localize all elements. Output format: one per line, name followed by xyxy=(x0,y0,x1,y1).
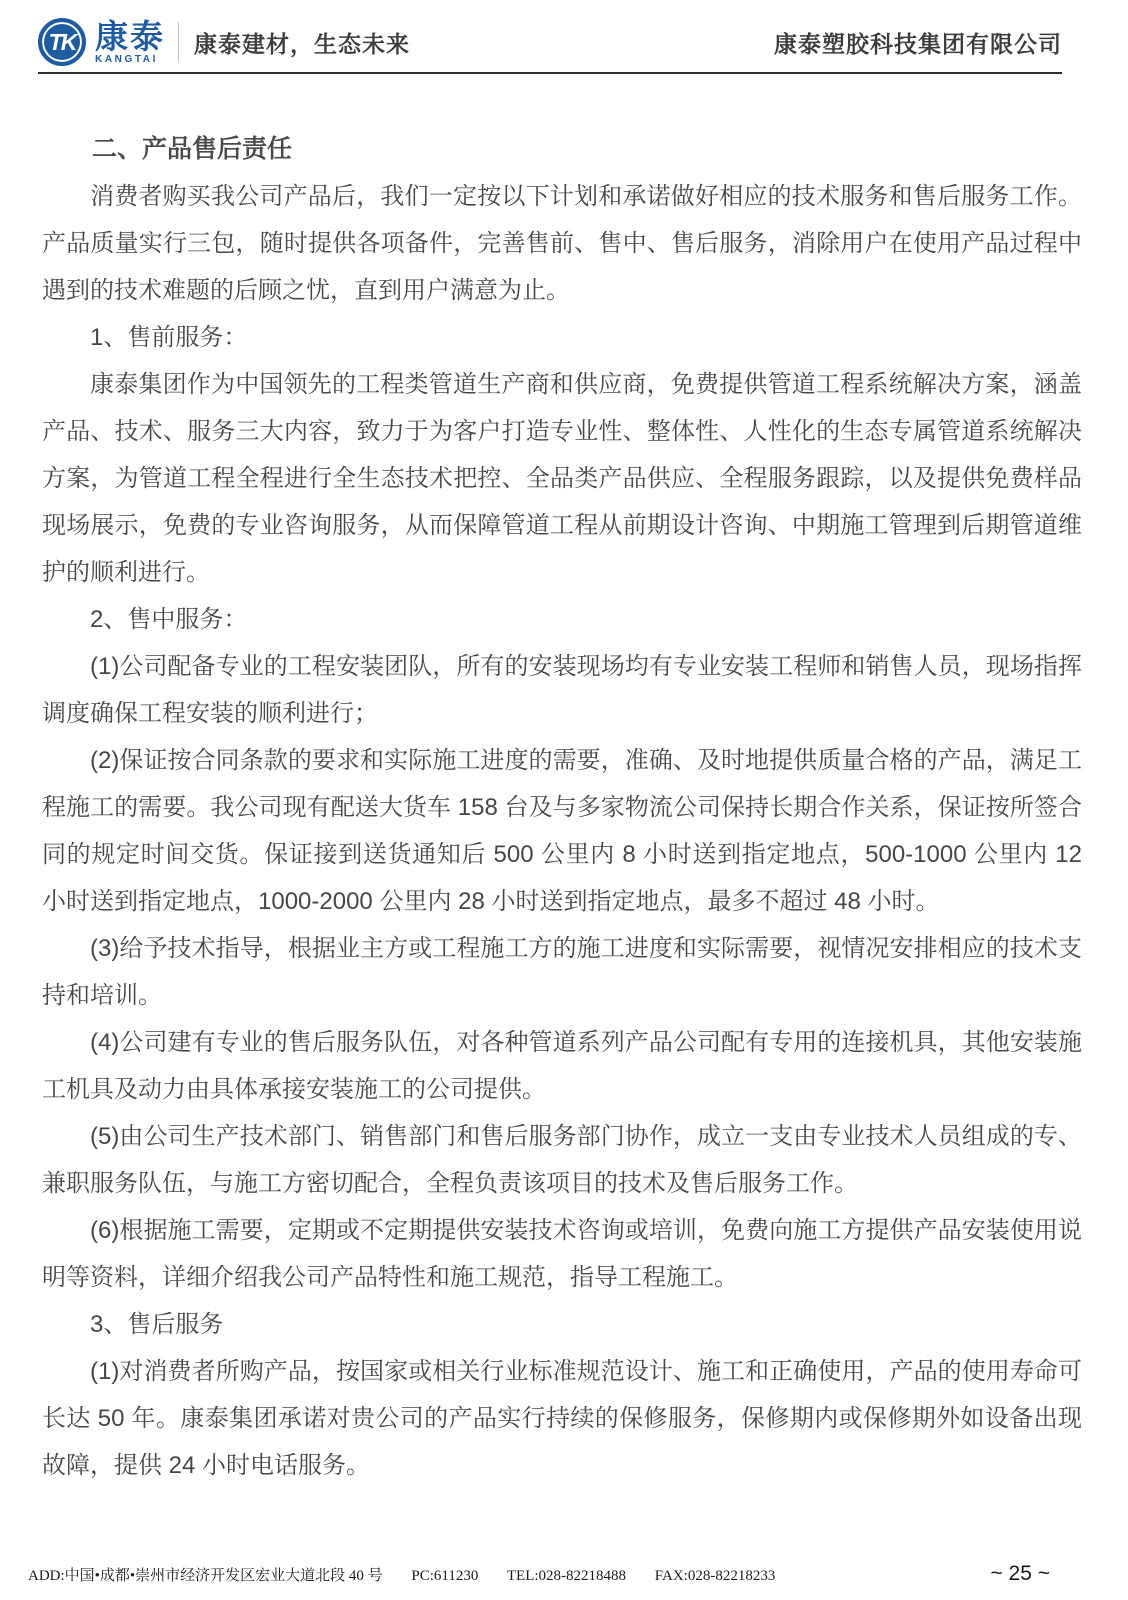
page-number: ~ 25 ~ xyxy=(990,1562,1050,1585)
subheading-aftersale-service: 3、售后服务 xyxy=(90,1311,224,1338)
document-body xyxy=(0,74,1128,1489)
section-title: 二、产品售后责任 xyxy=(92,135,293,163)
paragraph-midsale-item-6: (6)根据施工需要，定期或不定期提供安装技术咨询或培训，免费向施工方提供产品安装使用说明等资料，详细介绍我公司产品特性和施工规范，指导工程施工。 xyxy=(42,1217,1082,1291)
paragraph-presale: 康泰集团作为中国领先的工程类管道生产商和供应商，免费提供管道工程系统解决方案，涵盖产品、技术、服务三大内容，致力于为客户打造专业性、整体性、人性化的生态专属管道系统解决方案，为管道工程全程进行全生态技术把控、全品类产品供应、全程服务跟踪，以及提供免费样品现场展示，免费的专业咨询服务，从而保障管道工程从前期设计咨询、中期施工管理到后期管道维护的顺利进行。 xyxy=(42,371,1082,586)
paragraph-intro: 消费者购买我公司产品后，我们一定按以下计划和承诺做好相应的技术服务和售后服务工作。产品质量实行三包，随时提供各项备件，完善售前、售中、售后服务，消除用户在使用产品过程中遇到的技术难题的后顾之忧，直到用户满意为止。 xyxy=(42,183,1082,304)
header-divider xyxy=(178,22,179,62)
paragraph-midsale-item-2: (2)保证按合同条款的要求和实际施工进度的需要，准确、及时地提供质量合格的产品，满足工程施工的需要。我公司现有配送大货车 158 台及与多家物流公司保持长期合作关系，保证按所签合同的规定时间交货。保证接到送货通知后 500 公里内 8 小时送到指定地点，500-1000 公里内 12 小时送到指定地点，1000-2000 公里内 28 小时送到指定地点，最多不超过 48 小时。 xyxy=(42,747,1082,915)
header-company-name: 康泰塑胶科技集团有限公司 xyxy=(774,30,1062,57)
logo-tk-monogram: TK xyxy=(48,28,76,55)
kangtai-logo-icon xyxy=(38,18,86,66)
subheading-presale-service: 1、售前服务： xyxy=(90,324,248,351)
footer-address: ADD:中国•成都•崇州市经济开发区宏业大道北段 40 号 xyxy=(28,1568,383,1584)
footer-postcode: PC:611230 xyxy=(411,1568,479,1584)
header-slogan: 康泰建材，生态未来 xyxy=(194,30,410,57)
footer-contact-info xyxy=(28,1564,775,1585)
paragraph-aftersale-item-1: (1)对消费者所购产品，按国家或相关行业标准规范设计、施工和正确使用，产品的使用寿命可长达 50 年。康泰集团承诺对贵公司的产品实行持续的保修服务，保修期内或保修期外如设备出现故障，提供 24 小时电话服务。 xyxy=(42,1358,1082,1479)
footer-fax: FAX:028-82218233 xyxy=(654,1568,776,1584)
page-footer xyxy=(28,1562,1050,1586)
logo-english-name: KANGTAI xyxy=(95,53,159,65)
subheading-midsale-service: 2、售中服务： xyxy=(90,606,248,633)
paragraph-midsale-item-5: (5)由公司生产技术部门、销售部门和售后服务部门协作，成立一支由专业技术人员组成的专、兼职服务队伍，与施工方密切配合，全程负责该项目的技术及售后服务工作。 xyxy=(42,1123,1082,1197)
logo-wordmark xyxy=(95,17,165,65)
page-header xyxy=(38,0,1062,74)
paragraph-midsale-item-3: (3)给予技术指导，根据业主方或工程施工方的施工进度和实际需要，视情况安排相应的技术支持和培训。 xyxy=(42,935,1082,1009)
logo-chinese-name: 康泰 xyxy=(95,17,165,55)
footer-telephone: TEL:028-82218488 xyxy=(506,1568,627,1584)
paragraph-midsale-item-1: (1)公司配备专业的工程安装团队，所有的安装现场均有专业安装工程师和销售人员，现场指挥调度确保工程安装的顺利进行； xyxy=(42,653,1082,727)
paragraph-midsale-item-4: (4)公司建有专业的售后服务队伍，对各种管道系列产品公司配有专用的连接机具，其他安装施工机具及动力由具体承接安装施工的公司提供。 xyxy=(42,1029,1082,1103)
